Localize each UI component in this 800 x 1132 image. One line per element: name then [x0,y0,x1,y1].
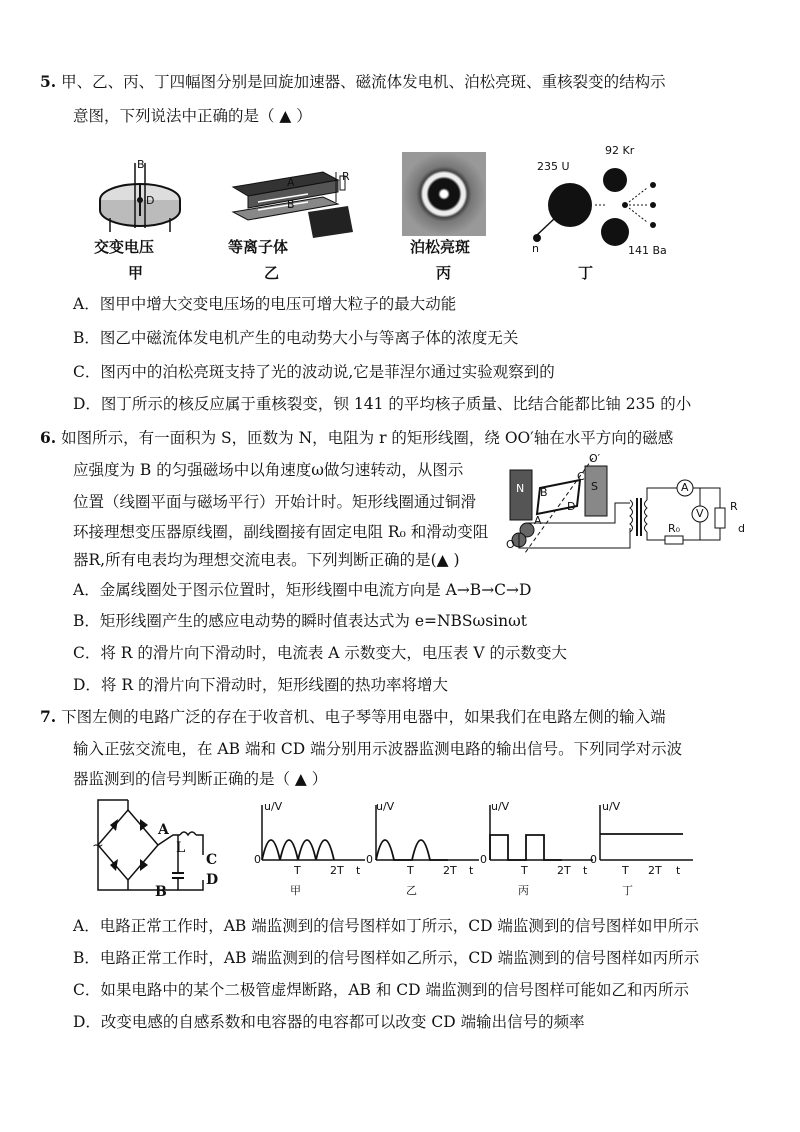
q7-option-d: D．改变电感的自感系数和电容器的电容都可以改变 CD 端输出信号的频率 [73,1013,585,1031]
coil-A-label: A [534,514,542,527]
coil-C-label: C [577,470,585,483]
fig-yi-label: 乙 [264,264,280,282]
poisson-spot-figure [402,152,486,236]
graph-yi-label: 乙 [406,884,417,897]
ammeter-label: A [681,481,689,494]
q5-stem2: 意图，下列说法中正确的是（ ▲ ） [73,107,312,125]
fission-Kr-label: 92 Kr [605,144,635,157]
axis-O-label: O [506,538,515,551]
q7-stem-line1 [40,705,666,727]
fission-Ba-label: 141 Ba [628,244,667,257]
q7-number: 7. [40,707,57,726]
fig-jia-caption: 交变电压 [94,238,155,256]
q5-option-a: A．图甲中增大交变电压场的电压可增大粒子的最大动能 [73,295,457,313]
q7-stem3: 器监测到的信号判断正确的是（ ▲ ） [73,770,328,788]
graph-ding-uv: u/V [602,800,621,813]
axis-Oprime-label: O′ [589,452,601,465]
mhd-A-label: A [287,176,295,189]
q5-number: 5. [40,72,57,91]
graph-yi-t: t [469,864,474,877]
coil-B-label: B [540,486,548,499]
R0-label: R₀ [668,522,681,535]
fig-bing-caption: 泊松亮斑 [410,238,471,256]
q5-option-d: D．图丁所示的核反应属于重核裂变，钡 141 的平均核子质量、比结合能都比铀 235 的小 [73,395,692,413]
fig-yi-caption: 等离子体 [228,238,289,256]
graph-bing-zero: 0 [480,853,487,866]
q7-option-b: B．电路正常工作时，AB 端监测到的信号图样如乙所示，CD 端监测到的信号图样如丙所示 [73,949,700,967]
graph-jia-T: T [294,864,301,877]
rheostat-d-label: d [738,522,745,535]
inductor-L-label: L [176,840,186,856]
graph-ding-t: t [676,864,681,877]
q5-stem1: 甲、乙、丙、丁四幅图分别是回旋加速器、磁流体发电机、泊松亮斑、重核裂变的结构示 [61,73,666,91]
q5-option-c: C．图丙中的泊松亮斑支持了光的波动说,它是菲涅尔通过实验观察到的 [73,363,555,381]
node-B-label: B [155,884,167,900]
q7-option-a: A．电路正常工作时，AB 端监测到的信号图样如丁所示，CD 端监测到的信号图样如甲所示 [73,917,699,935]
graph-yi-zero: 0 [366,853,373,866]
q6-stem3: 位置（线圈平面与磁场平行）开始计时。矩形线圈通过铜滑 [73,493,477,511]
q6-number: 6. [40,428,57,447]
magnet-N-label: N [516,482,525,495]
graph-bing-T: T [521,864,528,877]
graph-bing-uv: u/V [491,800,510,813]
fig-ding-label: 丁 [578,264,594,282]
mhd-R-label: R [342,170,350,183]
q6-stem1: 如图所示，有一面积为 S，匝数为 N，电阻为 r 的矩形线圈，绕 OO′轴在水平方向的磁感 [61,429,674,447]
cyclotron-D-label: D [146,194,155,207]
generator-transformer-figure [505,458,750,558]
ac-input-tilde: ~ [92,838,104,854]
graph-yi-uv: u/V [376,800,395,813]
graph-jia-uv: u/V [264,800,283,813]
graph-yi-2T: 2T [443,864,457,877]
graph-jia-zero: 0 [254,853,261,866]
graph-jia-t: t [356,864,361,877]
q6-stem2: 应强度为 B 的匀强磁场中以角速度ω做匀速转动，从图示 [73,461,464,479]
graph-bing-t: t [583,864,588,877]
graph-ding-zero: 0 [590,853,597,866]
rheostat-R-label: R [730,500,738,513]
graph-yi-T: T [407,864,414,877]
q6-stem-line1 [40,426,673,448]
q6-stem5: 器R,所有电表均为理想交流电表。下列判断正确的是(▲ ) [73,551,460,569]
q5-option-b: B．图乙中磁流体发电机产生的电动势大小与等离子体的浓度无关 [73,329,519,347]
graph-jia-label: 甲 [290,884,301,897]
graph-jia-2T: 2T [330,864,344,877]
node-C-label: C [206,852,218,868]
graph-bing-label: 丙 [518,884,529,897]
q6-stem4: 环接理想变压器原线圈，副线圈接有固定电阻 R₀ 和滑动变阻 [73,523,489,541]
q7-stem1: 下图左侧的电路广泛的存在于收音机、电子琴等用电器中，如果我们在电路左侧的输入端 [61,708,666,726]
voltmeter-label: V [696,507,704,520]
q6-option-c: C．将 R 的滑片向下滑动时，电流表 A 示数变大，电压表 V 的示数变大 [73,644,567,662]
q7-stem2: 输入正弦交流电，在 AB 端和 CD 端分别用示波器监测电路的输出信号。下列同学对示波 [73,740,683,758]
q6-option-d: D．将 R 的滑片向下滑动时，矩形线圈的热功率将增大 [73,676,448,694]
graph-bing-2T: 2T [557,864,571,877]
node-D-label: D [206,872,219,888]
q6-option-a: A．金属线圈处于图示位置时，矩形线圈中电流方向是 A→B→C→D [73,581,532,599]
graph-ding-T: T [622,864,629,877]
graph-ding-label: 丁 [622,884,633,897]
fig-bing-label: 丙 [436,264,452,282]
coil-D-label: D [567,500,576,513]
fig-jia-label: 甲 [128,264,144,282]
q7-option-c: C．如果电路中的某个二极管虚焊断路，AB 和 CD 端监测到的信号图样可能如乙和丙所示 [73,981,690,999]
fission-n-label: n [532,242,539,255]
magnet-S-label: S [591,480,598,493]
fission-U-label: 235 U [537,160,570,173]
mhd-B-label: B [287,198,295,211]
q6-option-b: B．矩形线圈产生的感应电动势的瞬时值表达式为 e=NBSωsinωt [73,612,527,630]
node-A-label: A [158,822,169,838]
graph-ding-2T: 2T [648,864,662,877]
cyclotron-B-label: B [137,158,145,171]
q5-stem-line1 [40,70,666,92]
cyclotron-figure [95,158,195,238]
